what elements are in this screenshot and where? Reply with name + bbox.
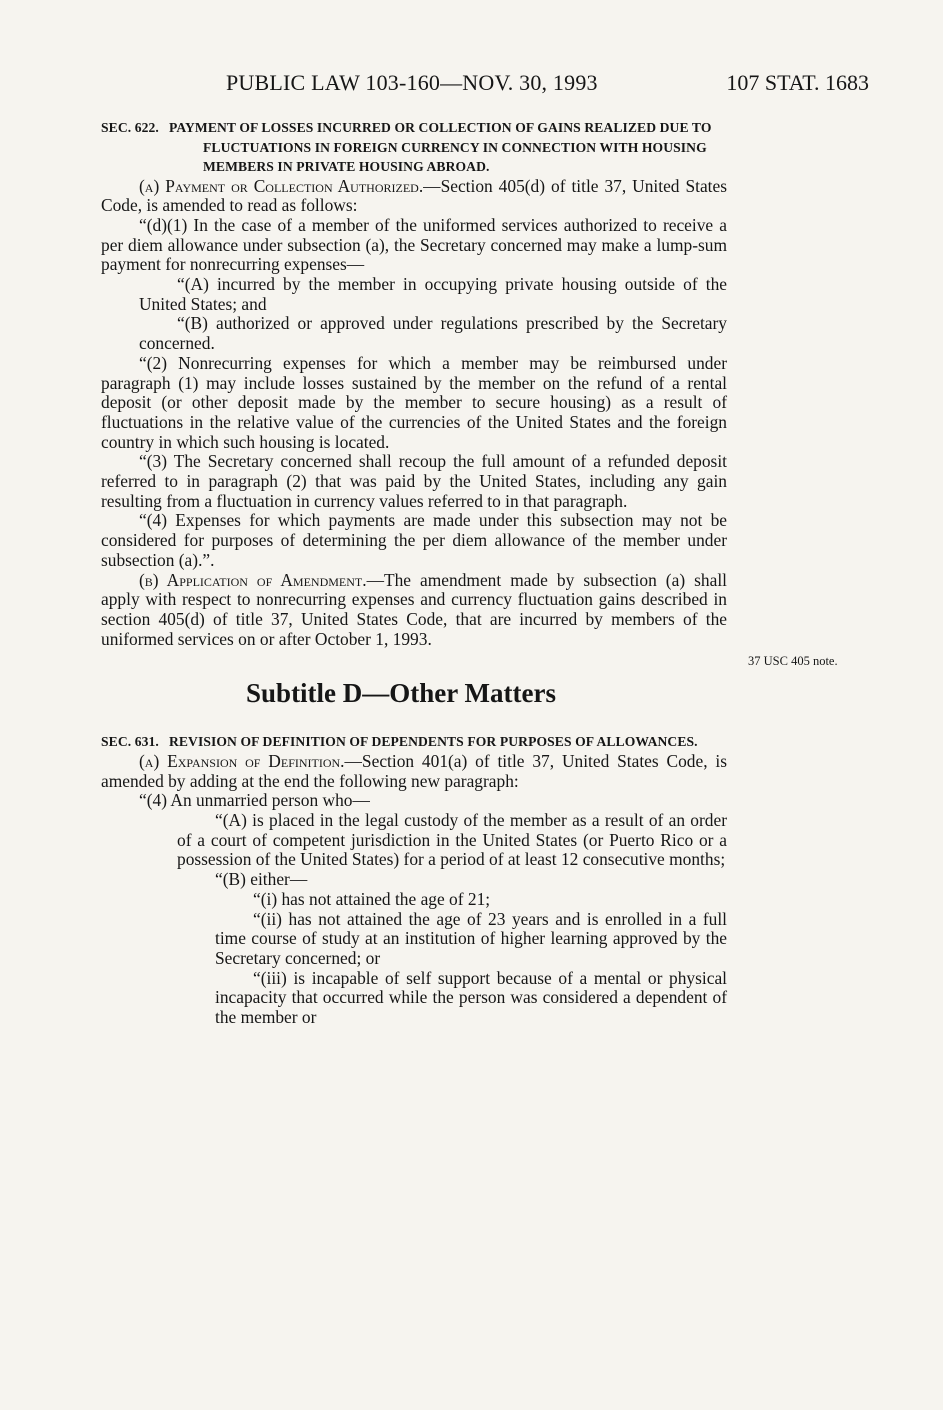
paragraph-d3: “(3) The Secretary concerned shall recoup the full amount of a refunded deposit referred to in paragraph (2) that was paid by the United States, including any gain resulting from a fluctuation in currency values referred to in that paragraph. bbox=[101, 451, 727, 511]
paragraph-d1-A: “(A) incurred by the member in occupying private housing outside of the United States; and bbox=[139, 274, 727, 314]
paragraph-4-B-iii: “(iii) is incapable of self support because of a mental or physical incapacity that occurred while the person was considered a dependent of the member or bbox=[215, 967, 727, 1028]
subsection-a-label-631: (a) Expansion of Definition. bbox=[139, 750, 345, 771]
paragraph-d4: “(4) Expenses for which payments are made under this subsection may not be considered for purposes of determining the per diem allowance of the member under subsection (a).”. bbox=[101, 510, 727, 570]
paragraph-4-B-ii: “(ii) has not attained the age of 23 years and is enrolled in a full time course of study at an institution of higher learning approved by the Secretary concerned; or bbox=[215, 908, 727, 968]
section-622-subsection-a bbox=[101, 177, 727, 216]
running-header-title: PUBLIC LAW 103-160—NOV. 30, 1993 bbox=[226, 70, 598, 95]
paragraph-4: “(4) An unmarried person who— bbox=[139, 790, 370, 811]
section-622-subsection-b bbox=[101, 571, 727, 650]
subsection-a-text: —Section 405(d) of title 37, United States Code, is amended to read as follows: bbox=[101, 175, 727, 216]
section-631-number: SEC. 631. bbox=[101, 734, 159, 750]
section-622-title: PAYMENT OF LOSSES INCURRED OR COLLECTION OF GAINS REALIZED DUE TO FLUCTUATIONS IN FOREIGN CURRENCY IN CONNECTION WITH HOUSING MEMBERS IN PRIVATE HOUSING ABROAD. bbox=[168, 120, 712, 174]
subsection-b-label: (b) Application of Amendment. bbox=[139, 569, 367, 590]
subsection-b-text: —The amendment made by subsection (a) shall apply with respect to nonrecurring expenses and currency fluctuation gains described in section 405(d) of title 37, United States Code, that are incurred by members of the uniformed services on or after October 1, 1993. bbox=[101, 569, 727, 649]
paragraph-4-B-i: “(i) has not attained the age of 21; bbox=[253, 888, 491, 909]
margin-note-usc: 37 USC 405 note. bbox=[748, 654, 838, 668]
paragraph-4-B: “(B) either— bbox=[215, 869, 308, 890]
main-text-column bbox=[101, 118, 727, 1028]
paragraph-d2: “(2) Nonrecurring expenses for which a member may be reimbursed under paragraph (1) may include losses sustained by the member on the refund of a rental deposit (or other deposit made by the member to secure housing) as a result of fluctuations in the relative value of the currencies of the United States and the foreign country in which such housing is located. bbox=[101, 352, 727, 452]
section-631-heading bbox=[101, 732, 727, 752]
paragraph-d1-B: “(B) authorized or approved under regulations prescribed by the Secretary concerned. bbox=[139, 313, 727, 354]
subsection-a-label: (a) Payment or Collection Authorized. bbox=[139, 175, 424, 196]
running-header-stat-page: 107 STAT. 1683 bbox=[726, 70, 869, 95]
section-622-heading bbox=[101, 118, 727, 177]
section-631-title: REVISION OF DEFINITION OF DEPENDENTS FOR PURPOSES OF ALLOWANCES. bbox=[168, 734, 698, 750]
subtitle-heading: Subtitle D—Other Matters bbox=[246, 678, 556, 709]
paragraph-d1: “(d)(1) In the case of a member of the uniformed services authorized to receive a per diem allowance under subsection (a), the Secretary concerned may make a lump-sum payment for nonrecurring expenses— bbox=[101, 214, 727, 275]
subsection-a-text-631: —Section 401(a) of title 37, United States Code, is amended by adding at the end the following new paragraph: bbox=[101, 750, 727, 791]
paragraph-4-A: “(A) is placed in the legal custody of the member as a result of an order of a court of competent jurisdiction in the United States (or Puerto Rico or a possession of the United States) for a period of at least 12 consecutive months; bbox=[177, 809, 727, 870]
section-622-number: SEC. 622. bbox=[101, 120, 159, 135]
section-631-subsection-a bbox=[101, 752, 727, 791]
